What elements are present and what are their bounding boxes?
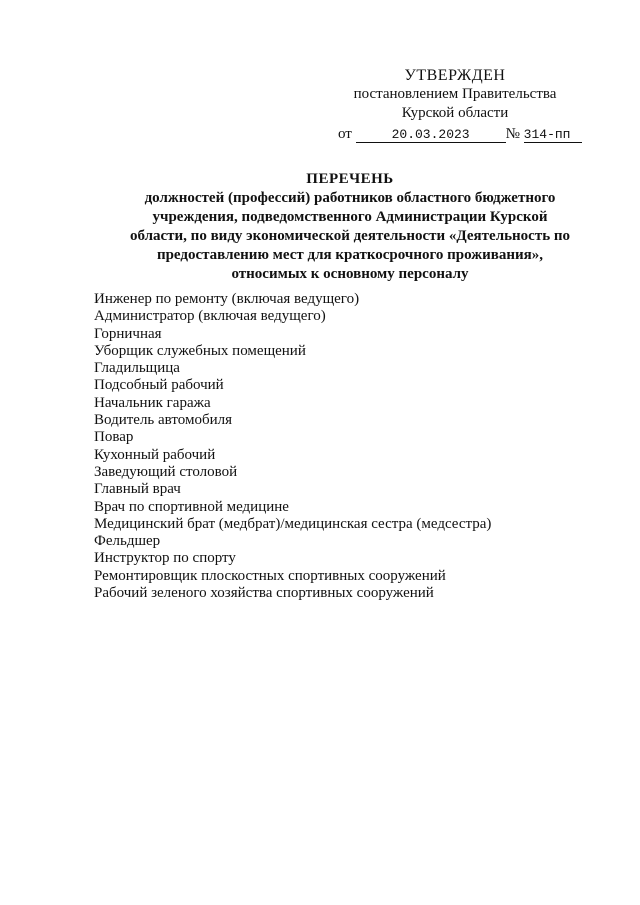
- title-line: предоставлению мест для краткосрочного проживания»,: [156, 247, 544, 263]
- position-item: Медицинский брат (медбрат)/медицинская сестра (медсестра): [94, 515, 492, 532]
- approval-date-line: [330, 125, 580, 144]
- position-item: Гладильщица: [94, 360, 180, 377]
- position-item: Фельдшер: [94, 533, 161, 550]
- approval-stamp-block: [330, 66, 580, 144]
- position-item: Врач по спортивной медицине: [94, 498, 289, 515]
- position-item: Администратор (включая ведущего): [94, 308, 326, 325]
- approval-line-1: постановлением Правительства: [353, 86, 557, 102]
- document-heading: ПЕРЕЧЕНЬ: [306, 171, 394, 187]
- position-item: Повар: [94, 429, 134, 446]
- position-item: Водитель автомобиля: [94, 412, 232, 429]
- date-prefix: от: [338, 126, 352, 142]
- position-item: Начальник гаража: [94, 394, 211, 411]
- position-item: Ремонтировщик плоскостных спортивных сооружений: [94, 567, 446, 584]
- approval-date: 20.03.2023: [356, 128, 506, 143]
- title-line: учреждения, подведомственного Администрации Курской: [152, 209, 548, 225]
- position-item: Уборщик служебных помещений: [94, 342, 306, 359]
- position-item: Кухонный рабочий: [94, 446, 216, 463]
- document-title-block: [110, 170, 590, 284]
- number-prefix: №: [505, 126, 520, 142]
- position-item: Инструктор по спорту: [94, 550, 236, 567]
- position-item: Инженер по ремонту (включая ведущего): [94, 291, 360, 307]
- approval-line-2: Курской области: [401, 105, 509, 121]
- position-item: Заведующий столовой: [94, 463, 238, 480]
- position-item: Подсобный рабочий: [94, 377, 224, 394]
- title-line: относимых к основному персоналу: [231, 266, 469, 282]
- position-item: Горничная: [94, 325, 162, 342]
- approval-number: 314-пп: [524, 128, 582, 143]
- title-line: области, по виду экономической деятельности «Деятельность по: [129, 228, 571, 244]
- position-item: Рабочий зеленого хозяйства спортивных сооружений: [94, 585, 434, 602]
- approved-label: УТВЕРЖДЕН: [404, 67, 506, 84]
- positions-list: [94, 291, 614, 602]
- title-line: должностей (профессий) работников областного бюджетного: [144, 190, 556, 206]
- position-item: Главный врач: [94, 481, 181, 498]
